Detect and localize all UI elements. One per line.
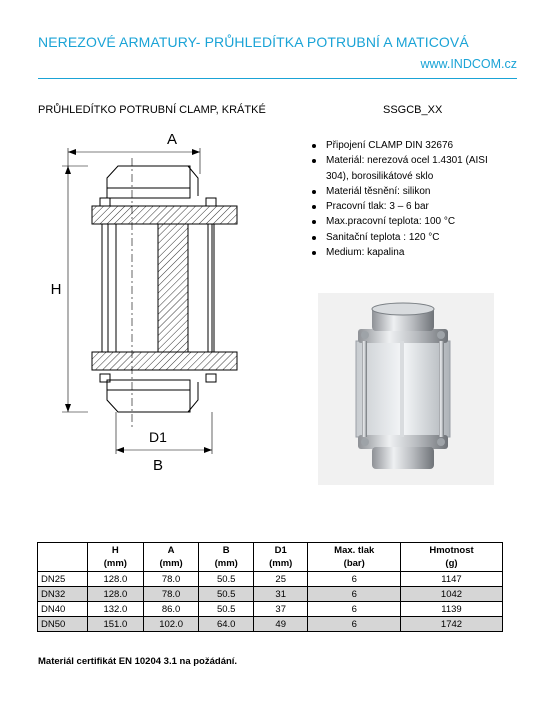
page-title: NEREZOVÉ ARMATURY- PRŮHLEDÍTKA POTRUBNÍ A MATICOVÁ bbox=[38, 34, 469, 50]
table-cell: 1147 bbox=[401, 572, 503, 587]
spec-list bbox=[310, 138, 510, 260]
table-cell: 64.0 bbox=[199, 617, 254, 632]
column-header bbox=[38, 543, 88, 572]
bullet-icon bbox=[312, 144, 316, 148]
table-row bbox=[38, 617, 503, 632]
table-cell: DN32 bbox=[38, 587, 88, 602]
spec-item: Připojení CLAMP DIN 32676 bbox=[310, 138, 510, 153]
dim-h-label: H bbox=[50, 281, 62, 298]
table-cell: 50.5 bbox=[199, 602, 254, 617]
table-cell: 78.0 bbox=[143, 572, 199, 587]
website-link[interactable]: www.INDCOM.cz bbox=[420, 57, 517, 71]
spec-item: Materiál těsnění: silikon bbox=[310, 184, 510, 199]
dimensions-table bbox=[37, 542, 503, 632]
table-row bbox=[38, 572, 503, 587]
column-header: Hmotnost (g) bbox=[401, 543, 503, 572]
table-cell: 50.5 bbox=[199, 572, 254, 587]
table-cell: 6 bbox=[308, 587, 401, 602]
spec-item: Materiál: nerezová ocel 1.4301 (AISI 304), borosilikátové sklo bbox=[310, 153, 510, 184]
bullet-icon bbox=[312, 190, 316, 194]
table-cell: 1139 bbox=[401, 602, 503, 617]
column-header: B (mm) bbox=[199, 543, 254, 572]
table-cell: 132.0 bbox=[88, 602, 144, 617]
bullet-icon bbox=[312, 220, 316, 224]
table-cell: 6 bbox=[308, 602, 401, 617]
product-code: SSGCB_XX bbox=[383, 104, 443, 116]
product-photo bbox=[318, 293, 494, 485]
dim-a-label: A bbox=[166, 131, 178, 148]
column-header: Max. tlak (bar) bbox=[308, 543, 401, 572]
table-cell: 6 bbox=[308, 572, 401, 587]
technical-drawing bbox=[40, 128, 250, 478]
bullet-icon bbox=[312, 251, 316, 255]
table-cell: DN50 bbox=[38, 617, 88, 632]
table-cell: 1742 bbox=[401, 617, 503, 632]
dim-b-label: B bbox=[152, 457, 164, 474]
certificate-note: Materiál certifikát EN 10204 3.1 na požádání. bbox=[38, 656, 238, 667]
product-name: PRŮHLEDÍTKO POTRUBNÍ CLAMP, KRÁTKÉ bbox=[38, 104, 266, 116]
table-cell: 1042 bbox=[401, 587, 503, 602]
table-cell: DN25 bbox=[38, 572, 88, 587]
table-cell: 86.0 bbox=[143, 602, 199, 617]
dim-d1-label: D1 bbox=[149, 429, 167, 445]
table-cell: 25 bbox=[253, 572, 308, 587]
spec-item: Max.pracovní teplota: 100 °C bbox=[310, 214, 510, 229]
column-header: D1 (mm) bbox=[253, 543, 308, 572]
bullet-icon bbox=[312, 236, 316, 240]
table-row bbox=[38, 587, 503, 602]
spec-item: Pracovní tlak: 3 – 6 bar bbox=[310, 199, 510, 214]
table-cell: 31 bbox=[253, 587, 308, 602]
spec-item: Sanitační teplota : 120 °C bbox=[310, 230, 510, 245]
table-cell: 49 bbox=[253, 617, 308, 632]
table-cell: 128.0 bbox=[88, 572, 144, 587]
column-header: H (mm) bbox=[88, 543, 144, 572]
column-header: A (mm) bbox=[143, 543, 199, 572]
bullet-icon bbox=[312, 205, 316, 209]
table-cell: 102.0 bbox=[143, 617, 199, 632]
table-cell: 78.0 bbox=[143, 587, 199, 602]
table-cell: 37 bbox=[253, 602, 308, 617]
table-cell: DN40 bbox=[38, 602, 88, 617]
table-cell: 128.0 bbox=[88, 587, 144, 602]
table-row bbox=[38, 602, 503, 617]
table-cell: 151.0 bbox=[88, 617, 144, 632]
table-cell: 6 bbox=[308, 617, 401, 632]
bullet-icon bbox=[312, 159, 316, 163]
spec-item: Medium: kapalina bbox=[310, 245, 510, 260]
header-divider bbox=[38, 78, 517, 79]
table-header-row bbox=[38, 543, 503, 572]
table-cell: 50.5 bbox=[199, 587, 254, 602]
